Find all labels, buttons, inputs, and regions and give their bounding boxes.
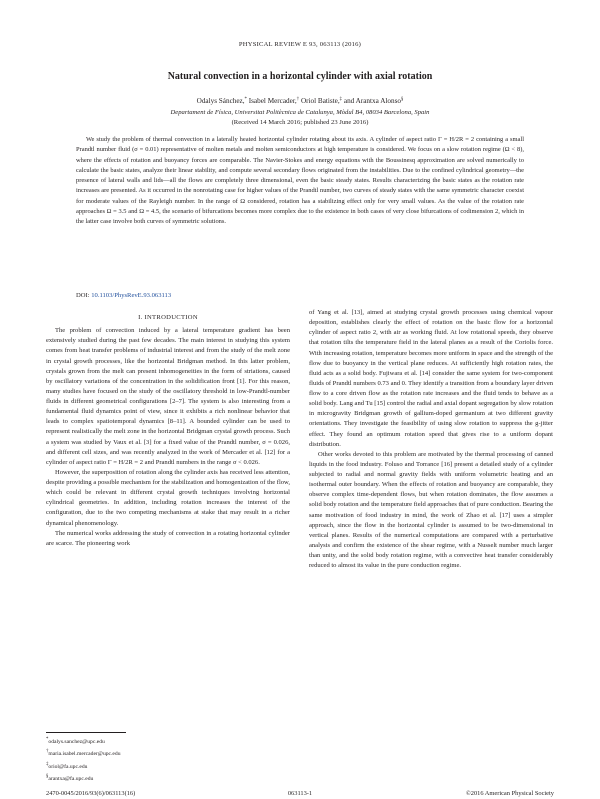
left-column — [46, 313, 290, 549]
paragraph: Other works devoted to this problem are motivated by the thermal processing of canned liquids in the food industry. Foluso and Torrance [16] present a detailed study of a cylinder subjected to radial and normal gravity fields with uniform volumetric heating and an isothermal outer boundary. When the effects of rotation and buoyancy are comparable, they observe complex time-dependent flows, but when rotation dominates, the flow assumes a solid body rotation and the temperature field approaches that of pure conduction. Bearing the same motivation of food industry in mind, the work of Zhao et al. [17] uses a simpler approach, since the flow in the horizontal cylinder is assumed to be two-dimensional in vertical planes. Results of the numerical computations are compared with a perturbative analysis and confirm the existence of the shear regime, with a Nusselt number much larger than unity, and the solid body rotation regime, with a convective heat transfer considerably reduced to almost its value in the pure conduction regime. — [309, 450, 553, 570]
author-4-mark: § — [400, 97, 404, 102]
footnote-email[interactable]: odalys.sanchez@upc.edu — [48, 739, 105, 745]
author-4: and Arantxa Alonso — [343, 97, 401, 105]
footnote-email[interactable]: maria.isabel.mercader@upc.edu — [48, 751, 121, 758]
author-2: Isabel Mercader, — [248, 97, 297, 105]
footnote-item — [46, 760, 121, 772]
right-column — [309, 308, 553, 571]
affiliation: Departament de Física, Universitat Politècnica de Catalunya, Mòdul B4, 08034 Barcelona, Spain — [170, 109, 430, 116]
footnote-email[interactable]: arantxa@fa.upc.edu — [48, 775, 94, 782]
doi-line — [76, 292, 171, 299]
paragraph: of Yang et al. [13], aimed at studying crystal growth processes using chemical vapour deposition, establishes clearly the effect of rotation on the basic flow for a horizontal cylinder of aspect ratio 2, with air as working fluid. At low rotational speeds, they observe that rotation tilts the temperature field in the lateral planes as a result of the Coriolis force. With increasing rotation, temperature becomes more uniform in space and the strength of the flow due to buoyancy in the vertical plane reduces. At sufficiently high rotation rates, the fluid acts as a solid body. Fujiwara et al. [14] consider the same system for two-component fluids of Prandtl numbers 0.73 and 0. They identify a transition from a boundary layer driven flow to a core driven flow as the rotation rate increases and the fluid tends to behave as a solid body. Lang and Tu [15] control the radial and axial dopant segregation by slow rotation in microgravity Bridgman growth of gallium-doped germanium at two different gravity orientations. They investigate the feasibility of using slow rotation to suppress the g-jitter effect. They found an optimum rotation speed that gives rise to a uniform dopant distribution. — [309, 309, 553, 448]
abstract-text: We study the problem of thermal convection in a laterally heated horizontal cylinder rotating about its axis. A cylinder of aspect ratio Γ = H/2R = 2 containing a small Prandtl number fluid (σ = 0.01) representative of molten metals and molten semiconductors at high temperature is considered. We focus on a slow rotation regime (Ω < 8), where the effects of rotation and buoyancy forces are comparable. The Navier-Stokes and energy equations with the Boussinesq approximation are solved numerically to calculate the basic states, analyze their linear stability, and compute several secondary flows originated from the instabilities. Due to the confined cylindrical geometry—the presence of lateral walls and lids—all the flows are completely three dimensional, even the basic steady states. Results characterizing the basic states as the rotation rate increases are presented. As it occurred in the nonrotating case for higher values of the Prandtl number, two curves of steady states with the same symmetric character coexist for moderate values of the Rayleigh number. In the range of Ω considered, rotation has a stabilizing effect only for very small values. As the value of the rotation rate approaches Ω = 3.5 and Ω = 4.5, the scenario of bifurcations becomes more complex due to the existence in both cases of very close bifurcations of codimension 2, which in the latter case involve both curves of symmetric solutions. — [76, 136, 524, 225]
footnotes — [46, 735, 121, 784]
footnote-mark: ‡ — [46, 761, 49, 767]
doi-link[interactable]: 10.1103/PhysRevE.93.063113 — [91, 292, 172, 299]
received-dates: (Received 14 March 2016; published 23 June 2016) — [231, 119, 369, 126]
author-list — [0, 97, 600, 105]
paragraph: The problem of convection induced by a lateral temperature gradient has been extensively studied during the past few decades. The main interest in studying this system comes from heat transfer problems of industrial interest and from the study of the melt zone in crystal growth processes, like the horizontal Bridgman method. In this latter problem, crystals grown from the melt can present inhomogeneities in the form of striations, caused by oscillatory variations of the concentration in the solidification front [1]. For this reason, many studies have focused on the study of the oscillatory threshold in low-Prandtl-number fluids in different geometrical configurations [2–7]. The system is also interesting from a fundamental fluid dynamics point of view, since it exhibits a rich nonlinear behavior that leads to complex spatiotemporal dynamics [8–11]. A bounded cylinder can be used to represent realistically the melt zone in the horizontal Bridgman crystal growth process. Such a system was studied by Vaux et al. [3] for a fixed value of the Prandtl number, σ = 0.026, and different cell sizes, and was recently analyzed in the work of Mercader et al. [12] for a cylinder of aspect ratio Γ = H/2R = 2 and Prandtl numbers in the range σ < 0.026. — [46, 327, 290, 466]
paragraph: However, the superposition of rotation along the cylinder axis has received less attention, despite providing a possible mechanism for the stabilization and homogenization of the flow, which could be relevant in different crystal growth techniques involving horizontal cylindrical geometries. In addition, including rotation increases the interest of the configuration, due to the two competing mechanisms at stake that may result in a richer dynamical phenomenology. — [46, 468, 290, 527]
section-heading: I. INTRODUCTION — [138, 314, 198, 321]
abstract — [76, 135, 524, 227]
author-3-mark: ‡ — [339, 97, 343, 102]
footnote-mark: § — [46, 773, 49, 779]
author-2-mark: † — [296, 97, 300, 102]
footnote-item — [46, 772, 121, 784]
footer-page-number: 063113-1 — [287, 790, 313, 797]
footnote-mark: * — [46, 737, 49, 742]
paper-title: Natural convection in a horizontal cylinder with axial rotation — [167, 71, 433, 82]
author-1-mark: * — [244, 97, 247, 102]
footnote-divider — [46, 732, 126, 733]
footer-issn: 2470-0045/2016/93(6)/063113(16) — [46, 790, 136, 797]
footnote-email[interactable]: oriol@fa.upc.edu — [48, 763, 88, 770]
doi-label: DOI: — [76, 292, 90, 299]
footer-copyright: ©2016 American Physical Society — [465, 790, 554, 797]
author-1: Odalys Sánchez, — [196, 97, 245, 105]
journal-header: PHYSICAL REVIEW E 93, 063113 (2016) — [238, 41, 362, 48]
footnote-item — [46, 747, 121, 759]
footnote-mark: † — [46, 749, 49, 755]
footnote-item — [46, 735, 121, 747]
author-3: Oriol Batiste, — [300, 97, 340, 105]
paragraph: The numerical works addressing the study of convection in a rotating horizontal cylinder are scarce. The pioneering work — [46, 529, 290, 547]
